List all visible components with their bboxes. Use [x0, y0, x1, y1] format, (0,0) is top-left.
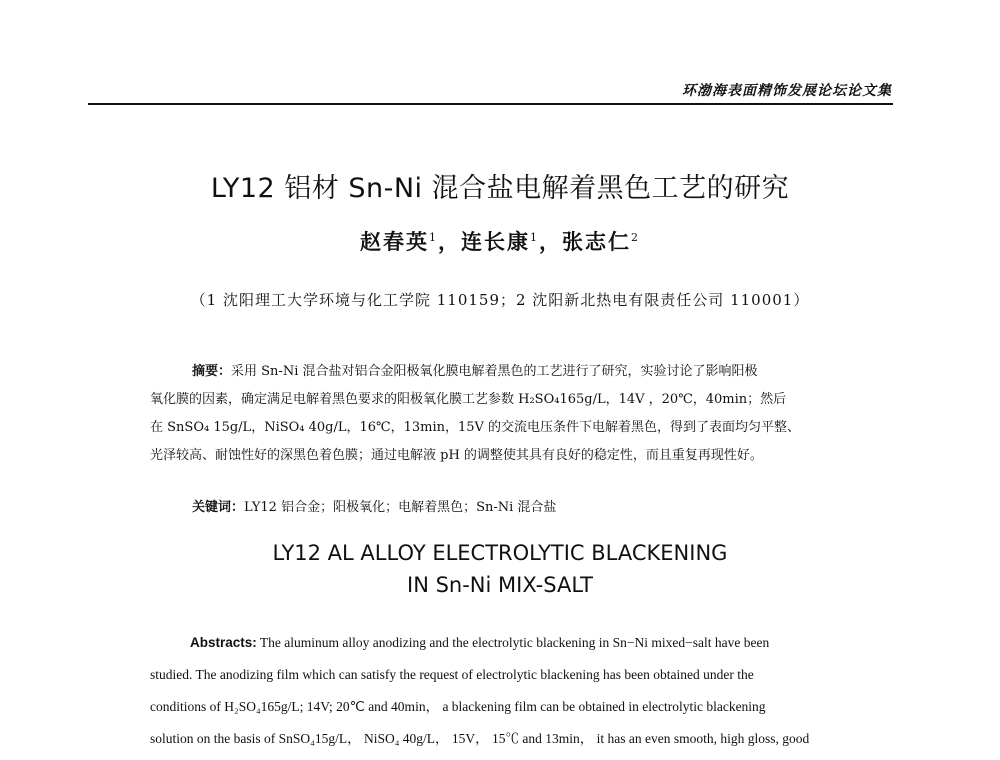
abstract-cn-label: 摘要： [192, 364, 232, 379]
header-rule [88, 103, 893, 105]
affiliation: （1 沈阳理工大学环境与化工学院 110159；2 沈阳新北热电有限责任公司 110001） [190, 291, 810, 309]
abstract-en-line: studied. The anodizing film which can satisfy the request of electrolytic blackening has been obtained under the [150, 667, 754, 682]
english-title-line: LY12 AL ALLOY ELECTROLYTIC BLACKENING [272, 541, 728, 565]
abstract-en-line: conditions of H₂SO₄165g/L; 14V; 20℃ and 40min， a blackening film can be obtained in electrolytic blackening [150, 699, 766, 714]
running-header: 环渤海表面精饰发展论坛论文集 [682, 83, 892, 99]
abstract-cn-line: 摘要：采用 Sn-Ni 混合盐对铝合金阳极氧化膜电解着黑色的工艺进行了研究，实验讨论了影响阳极 [192, 364, 758, 379]
author-affiliation-mark: 1 [429, 231, 438, 244]
abstract-en-label: Abstracts: [190, 635, 257, 650]
abstract-en [150, 627, 860, 755]
keywords-cn-label: 关键词： [192, 500, 245, 515]
author-affiliation-mark: 1 [530, 231, 539, 244]
abstract-en-line: Abstracts: The aluminum alloy anodizing and the electrolytic blackening in Sn−Ni mixed−salt have been [190, 635, 770, 650]
paper-title: LY12 铝材 Sn-Ni 混合盐电解着黑色工艺的研究 [210, 173, 790, 204]
abstract-cn-line: 光泽较高、耐蚀性好的深黑色着色膜；通过电解液 pH 的调整使其具有良好的稳定性，而且重复再现性好。 [150, 448, 763, 463]
author-separator: ， [539, 229, 562, 254]
abstract-cn [150, 358, 860, 470]
author-name: 连长康 [461, 229, 530, 254]
author-name: 赵春英 [360, 229, 429, 254]
keywords-cn [192, 494, 862, 522]
english-title-line: IN Sn-Ni MIX-SALT [407, 573, 593, 597]
author-affiliation-mark: 2 [631, 231, 640, 244]
abstract-en-line: solution on the basis of SnSO₄15g/L， NiSO₄ 40g/L， 15V， 15℃ and 13min， it has an even smooth, high gloss, good [150, 731, 810, 746]
keywords-cn-text: LY12 铝合金；阳极氧化；电解着黑色；Sn-Ni 混合盐 [244, 500, 557, 515]
abstract-cn-line: 氧化膜的因素，确定满足电解着黑色要求的阳极氧化膜工艺参数 H₂SO₄165g/L，14V ，20℃，40min；然后 [150, 392, 787, 407]
abstract-cn-line: 在 SnSO₄ 15g/L，NiSO₄ 40g/L，16℃，13min，15V 的交流电压条件下电解着黑色，得到了表面均匀平整、 [150, 420, 801, 435]
author-list [0, 226, 1000, 256]
author-name: 张志仁 [562, 229, 631, 254]
english-title [0, 537, 1000, 601]
author-separator: ， [438, 229, 461, 254]
